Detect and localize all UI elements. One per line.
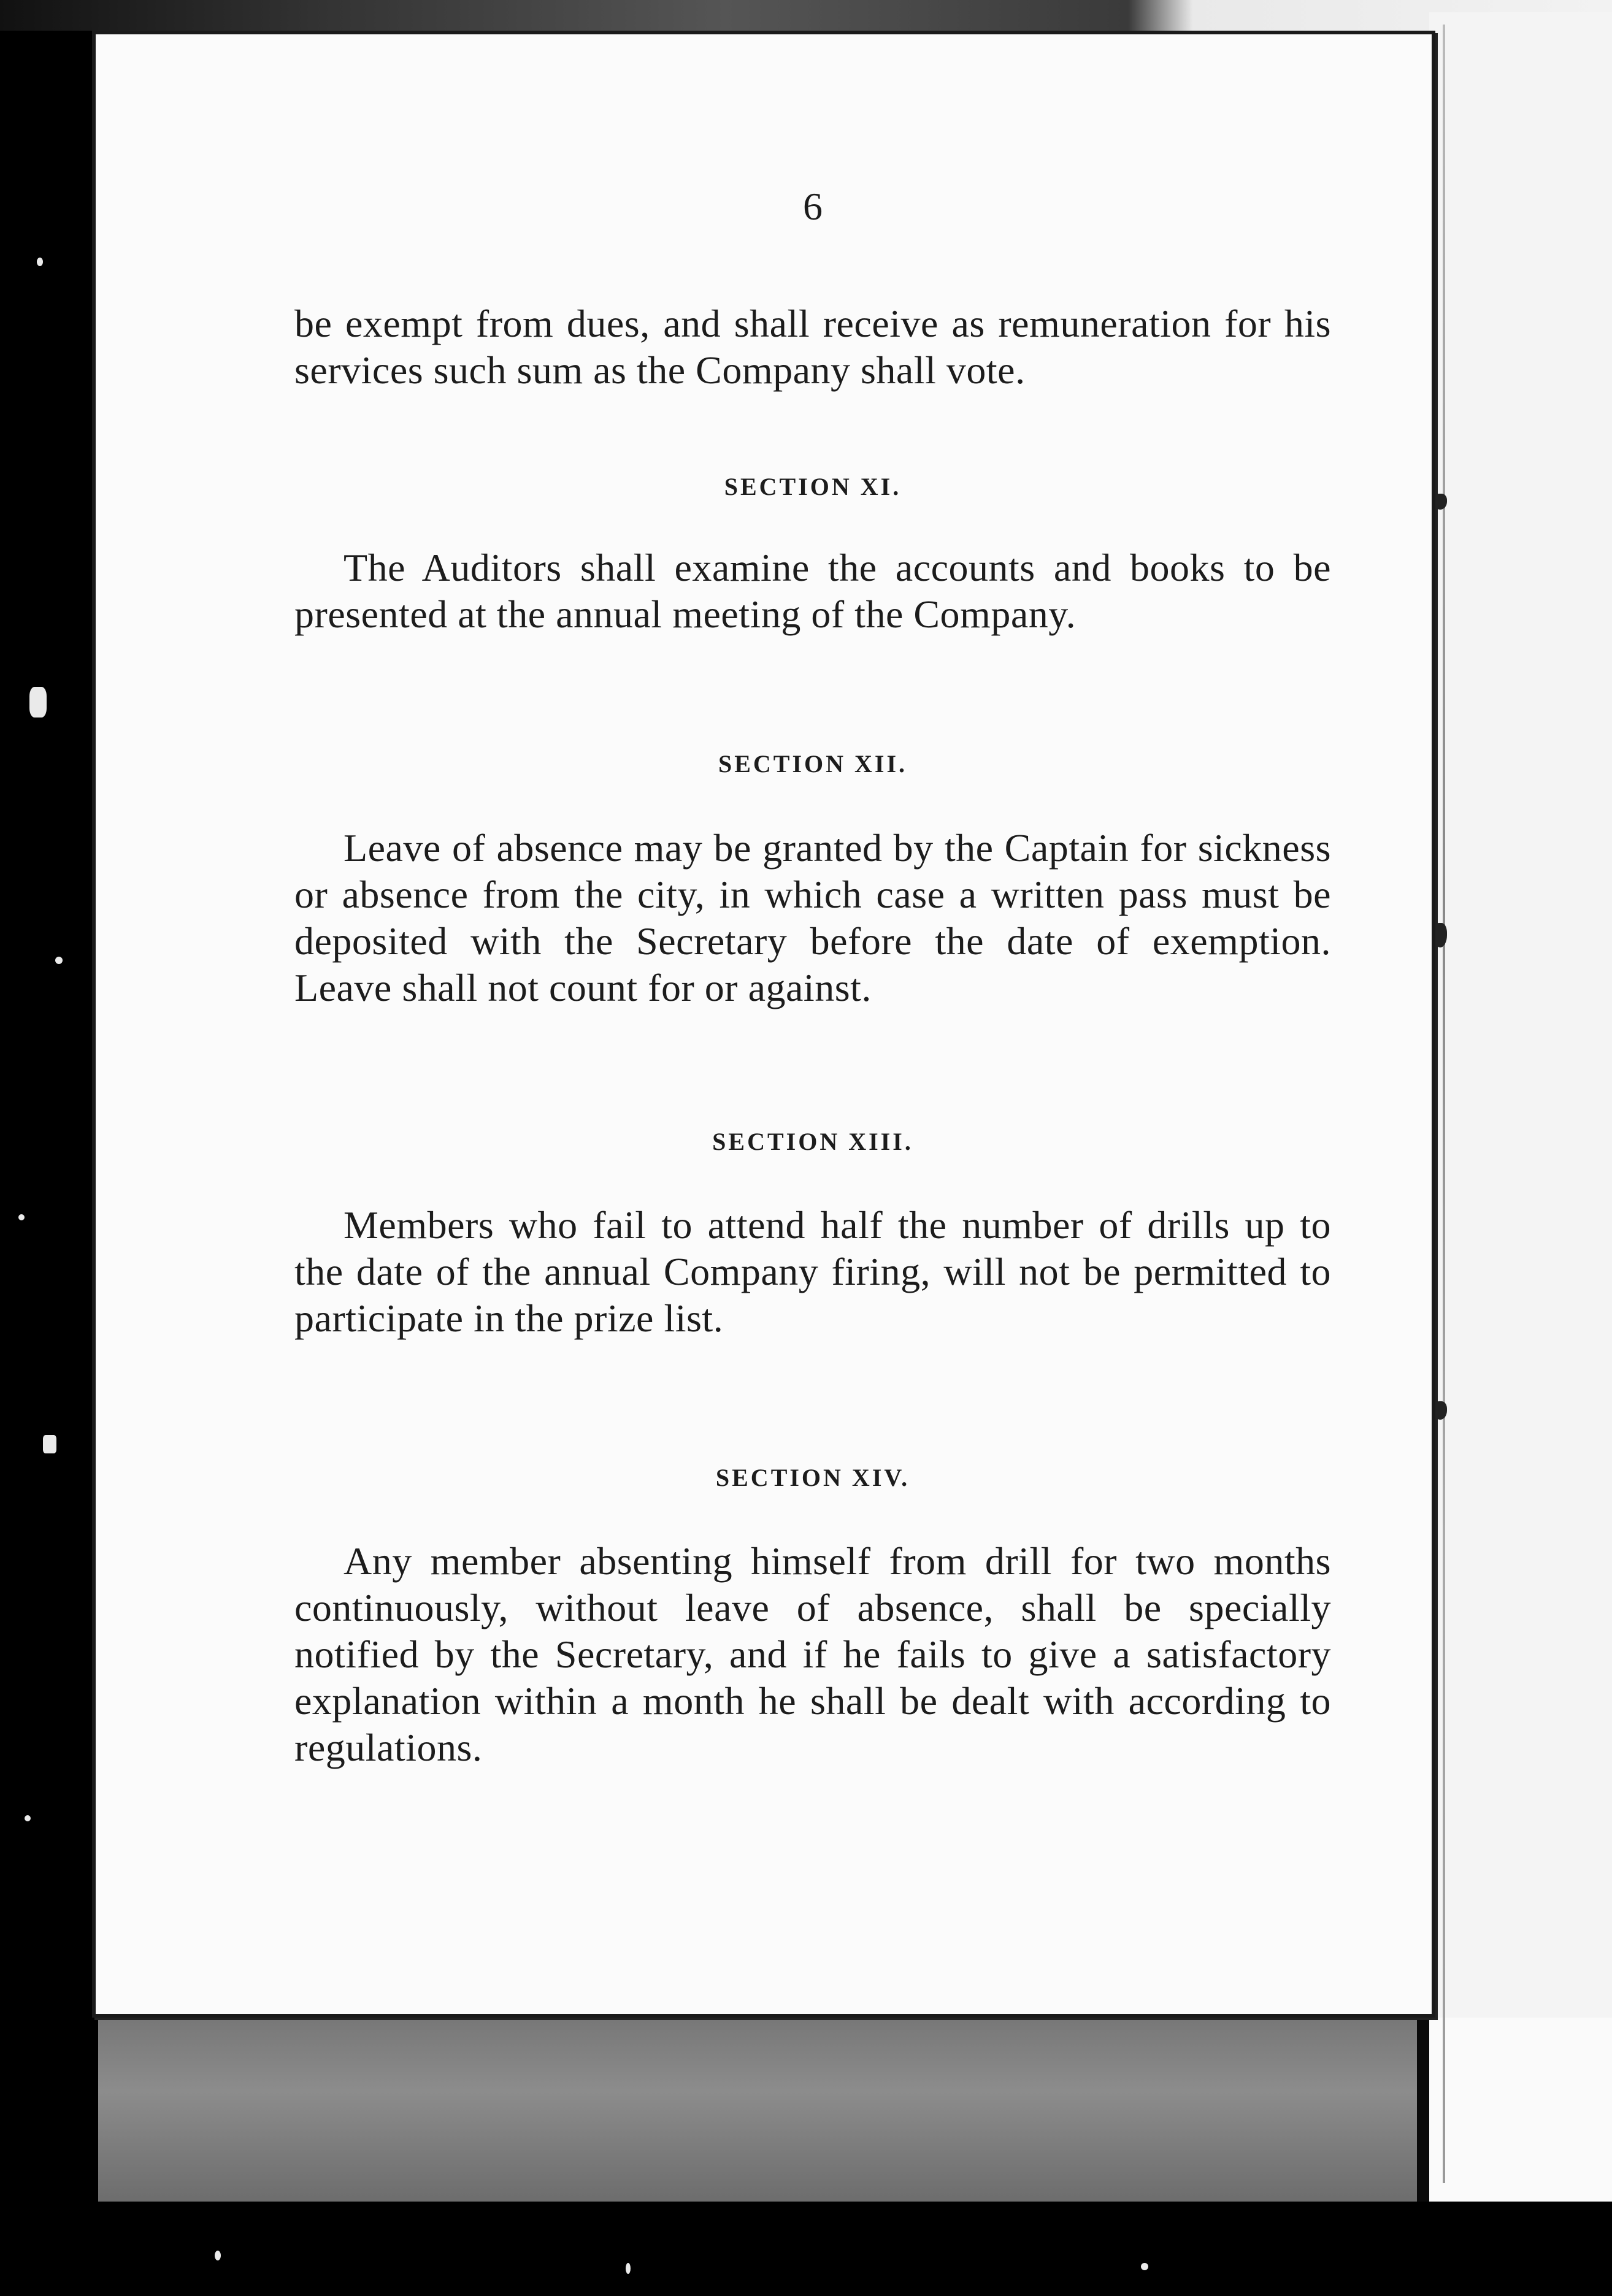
scan-speck: [626, 2263, 631, 2274]
opening-paragraph: be exempt from dues, and shall receive as remuneration for his services such sum as the Company shall vote.: [294, 302, 1331, 392]
scan-speck: [29, 687, 47, 718]
facing-page-bottom: [1429, 2018, 1612, 2202]
scan-speck: [55, 957, 63, 964]
scan-background-bottom: [98, 2018, 1417, 2202]
scan-speck: [37, 258, 43, 266]
section-heading-xiii: SECTION XIII.: [712, 1128, 913, 1155]
binding-stitch: [1434, 1401, 1447, 1420]
facing-page-edge: [1429, 12, 1612, 2202]
binding-stitch: [1434, 923, 1447, 947]
section-text-xii: Leave of absence may be granted by the Captain for sickness or absence from the city, in which case a written pass must be deposited with the Secretary before the date of exemption. Leave shall not count for or against.: [294, 826, 1331, 1009]
document-page: [92, 31, 1435, 2018]
scan-speck: [25, 1815, 31, 1821]
scan-speck: [43, 1435, 56, 1453]
page-number: 6: [803, 185, 823, 228]
section-text-xiv: Any member absenting himself from drill for two months continuously, without leave of absence, shall be specially notified by the Secretary, and if he fails to give a satisfactory explanation within a month he shall be dealt with according to regulations.: [294, 1539, 1331, 1769]
section-text-xi: The Auditors shall examine the accounts and books to be presented at the annual meeting of the Company.: [294, 546, 1331, 636]
scan-speck: [18, 1214, 25, 1220]
section-text-xiii: Members who fail to attend half the number of drills up to the date of the annual Company firing, will not be permitted to participate in the prize list.: [294, 1203, 1331, 1340]
scan-speck: [1141, 2263, 1148, 2270]
scan-background-left: [0, 0, 98, 2296]
scan-border-bottom: [0, 2202, 1612, 2296]
binding-fold: [1443, 25, 1445, 2183]
scan-background-top: [0, 0, 1612, 31]
section-heading-xii: SECTION XII.: [718, 750, 908, 778]
scan-speck: [215, 2251, 221, 2260]
section-heading-xiv: SECTION XIV.: [715, 1464, 910, 1491]
binding-stitch: [1434, 494, 1447, 510]
section-heading-xi: SECTION XI.: [724, 473, 902, 500]
